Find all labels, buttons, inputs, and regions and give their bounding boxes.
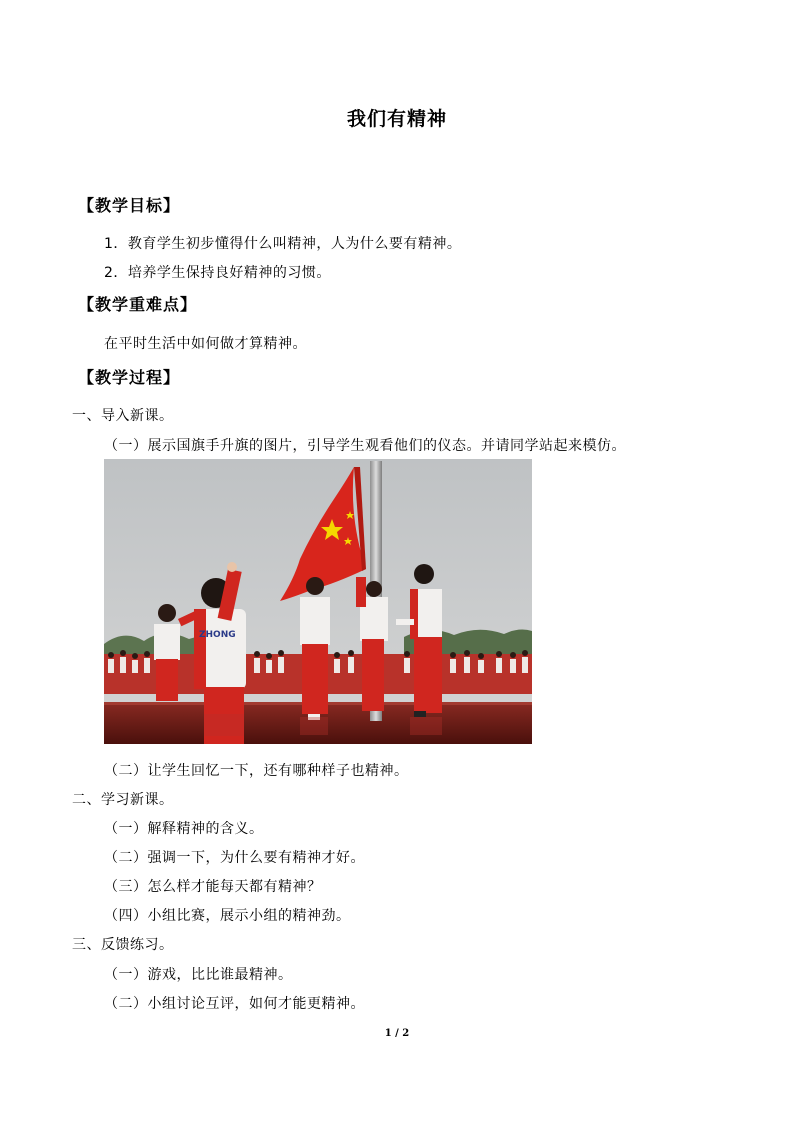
objective-item: 1．教育学生初步懂得什么叫精神，人为什么要有精神。	[104, 236, 462, 252]
section-title: 三、反馈练习。	[72, 937, 174, 953]
key-points-text: 在平时生活中如何做才算精神。	[104, 336, 307, 352]
section-item: （二）小组讨论互评，如何才能更精神。	[104, 996, 365, 1012]
section-title: 二、学习新课。	[72, 792, 174, 808]
section-item: （四）小组比赛，展示小组的精神劲。	[104, 908, 351, 924]
section-title: 一、导入新课。	[72, 408, 174, 424]
section-item: （三）怎么样才能每天都有精神？	[104, 879, 322, 895]
jacket-logo: ZHONG	[199, 630, 236, 640]
section-item: （一）解释精神的含义。	[104, 821, 264, 837]
flag-raising-illustration	[104, 459, 532, 744]
section-item: （一）游戏，比比谁最精神。	[104, 967, 293, 983]
student-figure	[300, 577, 330, 720]
key-points-heading: 【教学重难点】	[78, 295, 198, 314]
flag-raising-photo	[104, 459, 532, 744]
section-item: （二）强调一下，为什么要有精神才好。	[104, 850, 365, 866]
objectives-heading: 【教学目标】	[78, 196, 181, 215]
section-item: （一）展示国旗手升旗的图片，引导学生观看他们的仪态。并请同学站起来模仿。	[104, 438, 626, 454]
process-heading: 【教学过程】	[78, 368, 181, 387]
document-title: 我们有精神	[346, 108, 447, 130]
objective-item: 2．培养学生保持良好精神的习惯。	[104, 265, 331, 281]
page-number: 1 / 2	[384, 1028, 410, 1039]
section-item: （二）让学生回忆一下，还有哪种样子也精神。	[104, 763, 409, 779]
